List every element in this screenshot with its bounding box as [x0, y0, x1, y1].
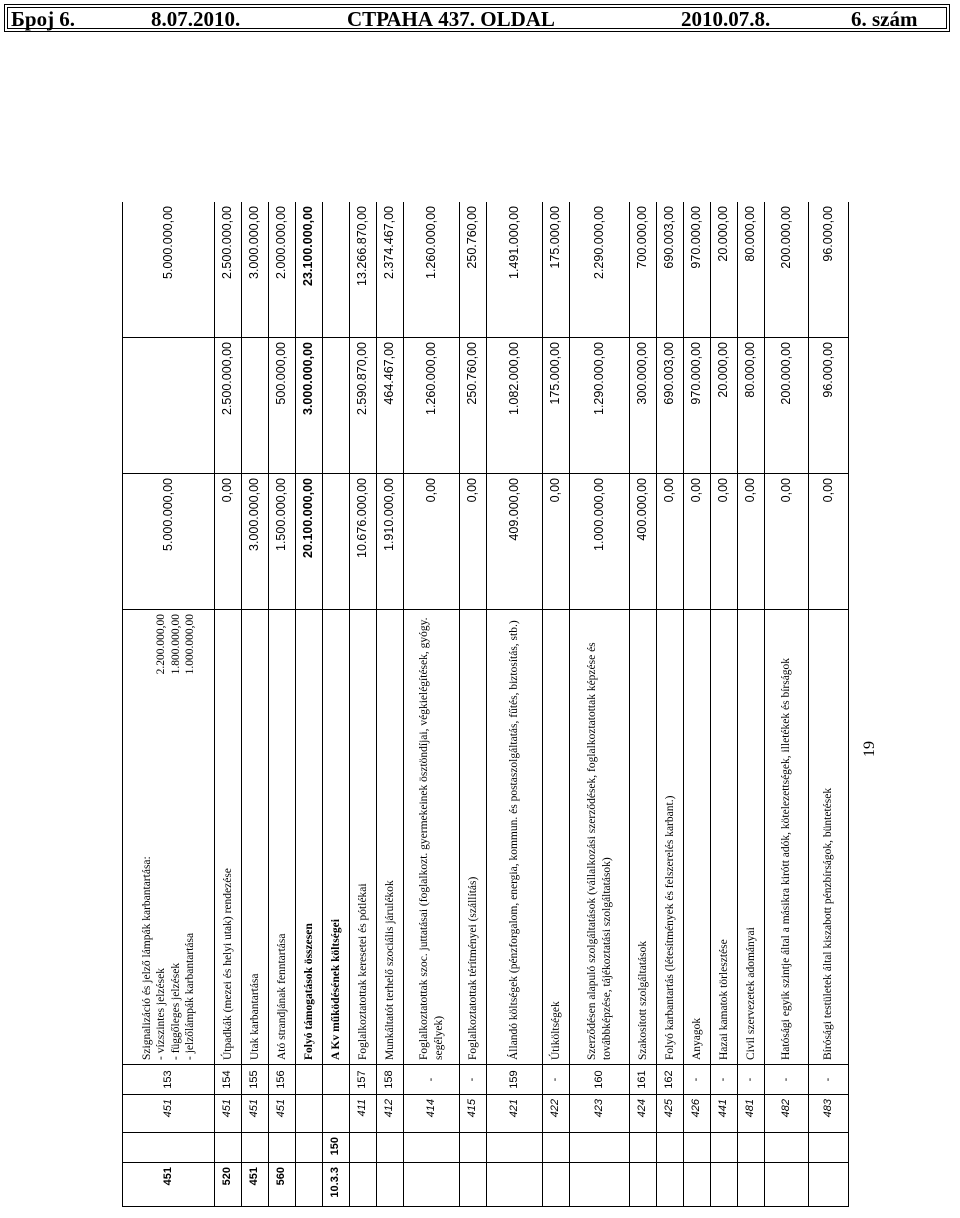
account-cell: 425 — [657, 1095, 684, 1133]
table-row — [123, 202, 215, 1207]
function-class-cell: 560 — [269, 1163, 296, 1207]
page-number — [861, 730, 892, 770]
value-source1-cell: 0,00 — [765, 474, 809, 610]
value-source2-cell — [123, 338, 215, 474]
table-row — [269, 202, 296, 1207]
value-source1-cell: 20.100.000,00 — [296, 474, 323, 610]
item-number-cell — [296, 1065, 323, 1095]
budget-table-rotated — [122, 202, 856, 1207]
table-row — [377, 202, 404, 1207]
value-total-cell: 700.000,00 — [630, 202, 657, 338]
item-number-cell: - — [460, 1065, 487, 1095]
function-class-cell — [684, 1163, 711, 1207]
account-cell: 422 — [543, 1095, 570, 1133]
value-source1-cell: 0,00 — [460, 474, 487, 610]
account-cell: 482 — [765, 1095, 809, 1133]
account-cell: 451 — [242, 1095, 269, 1133]
value-source1-cell: 400.000,00 — [630, 474, 657, 610]
value-source1-cell: 0,00 — [711, 474, 738, 610]
position-cell — [215, 1133, 242, 1163]
item-number-cell: - — [684, 1065, 711, 1095]
function-class-cell — [657, 1163, 684, 1207]
value-source2-cell: 175.000,00 — [543, 338, 570, 474]
item-number-cell: - — [809, 1065, 849, 1095]
description-heading: Szignalizáció és jelző lámpák karbantartása: — [140, 856, 153, 1060]
item-number-cell: 158 — [377, 1065, 404, 1095]
description-cell: A Kv működésének költségei — [323, 610, 350, 1065]
account-cell: 415 — [460, 1095, 487, 1133]
item-number-cell: 162 — [657, 1065, 684, 1095]
item-number-cell: 154 — [215, 1065, 242, 1095]
function-class-cell — [809, 1163, 849, 1207]
description-cell: Anyagok — [684, 610, 711, 1065]
value-source1-cell: 0,00 — [738, 474, 765, 610]
value-total-cell: 1.260.000,00 — [404, 202, 460, 338]
function-class-cell: 451 — [123, 1163, 215, 1207]
value-source2-cell: 250.760,00 — [460, 338, 487, 474]
item-number-cell: - — [765, 1065, 809, 1095]
value-source2-cell: 690.003,00 — [657, 338, 684, 474]
table-row — [657, 202, 684, 1207]
description-cell — [123, 610, 215, 1065]
function-class-cell — [460, 1163, 487, 1207]
value-source2-cell: 20.000,00 — [711, 338, 738, 474]
value-source2-cell: 200.000,00 — [765, 338, 809, 474]
value-source1-cell: 10.676.000,00 — [350, 474, 377, 610]
position-cell — [570, 1133, 630, 1163]
item-number-cell: 160 — [570, 1065, 630, 1095]
function-class-cell: 451 — [242, 1163, 269, 1207]
position-cell — [487, 1133, 543, 1163]
item-number-cell: 159 — [487, 1065, 543, 1095]
account-cell: 483 — [809, 1095, 849, 1133]
description-cell: Folyó karbantartás (létesítmények és felszerelés karbant.) — [657, 610, 684, 1065]
account-cell: 424 — [630, 1095, 657, 1133]
value-total-cell: 690.003,00 — [657, 202, 684, 338]
value-source2-cell — [242, 338, 269, 474]
table-row — [543, 202, 570, 1207]
value-source1-cell: 409.000,00 — [487, 474, 543, 610]
function-class-cell — [377, 1163, 404, 1207]
description-cell: Útiköltségek — [543, 610, 570, 1065]
position-cell — [296, 1133, 323, 1163]
item-number-cell — [323, 1065, 350, 1095]
account-cell: 441 — [711, 1095, 738, 1133]
sub-item — [169, 614, 183, 1060]
description-cell: Állandó költségek (pénzforgalom, energia, kommun. és postaszolgáltatás, fűtés, biztosítás, stb.) — [487, 610, 543, 1065]
value-total-cell: 250.760,00 — [460, 202, 487, 338]
table-row — [630, 202, 657, 1207]
account-cell: 451 — [215, 1095, 242, 1133]
value-total-cell: 23.100.000,00 — [296, 202, 323, 338]
function-class-cell — [487, 1163, 543, 1207]
budget-table — [122, 202, 849, 1207]
value-source1-cell: 0,00 — [809, 474, 849, 610]
description-cell: Folyó támogatások összesen — [296, 610, 323, 1065]
item-number-cell: - — [404, 1065, 460, 1095]
value-source1-cell: 0,00 — [657, 474, 684, 610]
page-label: СТРАНА 437. OLDAL — [347, 7, 555, 31]
function-class-cell: 10.3.3 — [323, 1163, 350, 1207]
value-source2-cell: 1.082.000,00 — [487, 338, 543, 474]
function-class-cell — [630, 1163, 657, 1207]
value-source1-cell: 3.000.000,00 — [242, 474, 269, 610]
value-source1-cell: 1.500.000,00 — [269, 474, 296, 610]
description-cell: Foglalkoztatottak keresetei és pótlékai — [350, 610, 377, 1065]
account-cell: 411 — [350, 1095, 377, 1133]
value-total-cell: 2.290.000,00 — [570, 202, 630, 338]
account-cell: 451 — [123, 1095, 215, 1133]
table-row — [487, 202, 543, 1207]
account-cell: 423 — [570, 1095, 630, 1133]
description-cell: Ató strandjának fenntartása — [269, 610, 296, 1065]
function-class-cell — [765, 1163, 809, 1207]
item-number-cell: 156 — [269, 1065, 296, 1095]
issue-number-hungarian: 6. szám — [851, 7, 918, 31]
value-total-cell: 5.000.000,00 — [123, 202, 215, 338]
sub-item-label: - függőleges jelzések — [169, 962, 182, 1060]
value-source1-cell: 0,00 — [215, 474, 242, 610]
table-row — [460, 202, 487, 1207]
position-cell — [630, 1133, 657, 1163]
sub-item-value: 2.200.000,00 — [155, 614, 168, 675]
value-source1-cell: 5.000.000,00 — [123, 474, 215, 610]
value-source1-cell: 1.000.000,00 — [570, 474, 630, 610]
description-cell: Utak karbantartása — [242, 610, 269, 1065]
sub-item — [183, 614, 197, 1060]
table-row — [296, 202, 323, 1207]
sub-item-value: 1.000.000,00 — [183, 614, 196, 675]
position-cell — [350, 1133, 377, 1163]
budget-table-body — [123, 202, 849, 1207]
value-total-cell: 2.000.000,00 — [269, 202, 296, 338]
value-total-cell: 970.000,00 — [684, 202, 711, 338]
value-total-cell: 13.266.870,00 — [350, 202, 377, 338]
description-cell: Bírósági testületek által kiszabott pénzbírságok, büntetések — [809, 610, 849, 1065]
item-number-cell: - — [543, 1065, 570, 1095]
description-cell: Hatósági egyik szintje által a másikra kirótt adók, kötelezettségek, illetékek és bírságok — [765, 610, 809, 1065]
function-class-cell — [738, 1163, 765, 1207]
page-number-text: 19 — [861, 741, 878, 757]
value-source2-cell: 80.000,00 — [738, 338, 765, 474]
value-source2-cell: 96.000,00 — [809, 338, 849, 474]
value-total-cell: 2.374.467,00 — [377, 202, 404, 338]
description-cell: Szerződésen alapuló szolgáltatások (vállalkozási szerződések, foglalkoztatottak képzése és továbbképzése, tájékoztatási szolgáltatások) — [570, 610, 630, 1065]
table-row — [809, 202, 849, 1207]
value-source2-cell: 2.500.000,00 — [215, 338, 242, 474]
value-source1-cell — [323, 474, 350, 610]
date-serbian: 8.07.2010. — [151, 7, 241, 31]
page-header — [4, 4, 950, 32]
value-total-cell: 80.000,00 — [738, 202, 765, 338]
sub-item-value: 1.800.000,00 — [169, 614, 182, 675]
item-number-cell: 153 — [123, 1065, 215, 1095]
position-cell — [269, 1133, 296, 1163]
value-source1-cell: 0,00 — [684, 474, 711, 610]
account-cell — [323, 1095, 350, 1133]
value-source2-cell: 300.000,00 — [630, 338, 657, 474]
position-cell — [377, 1133, 404, 1163]
description-cell: Szakosított szolgáltatások — [630, 610, 657, 1065]
function-class-cell — [711, 1163, 738, 1207]
value-total-cell: 3.000.000,00 — [242, 202, 269, 338]
value-source2-cell: 3.000.000,00 — [296, 338, 323, 474]
value-source2-cell: 1.290.000,00 — [570, 338, 630, 474]
account-cell: 426 — [684, 1095, 711, 1133]
item-number-cell: 155 — [242, 1065, 269, 1095]
budget-table-frame — [122, 202, 856, 1207]
position-cell: 150 — [323, 1133, 350, 1163]
item-number-cell: - — [711, 1065, 738, 1095]
account-cell: 481 — [738, 1095, 765, 1133]
position-cell — [711, 1133, 738, 1163]
value-total-cell: 2.500.000,00 — [215, 202, 242, 338]
account-cell: 412 — [377, 1095, 404, 1133]
description-cell: Útpadkák (mezei és helyi utak) rendezése — [215, 610, 242, 1065]
value-source1-cell: 0,00 — [543, 474, 570, 610]
function-class-cell — [404, 1163, 460, 1207]
value-total-cell: 200.000,00 — [765, 202, 809, 338]
table-row — [215, 202, 242, 1207]
description-cell: Hazai kamatok törlesztése — [711, 610, 738, 1065]
value-source2-cell: 464.467,00 — [377, 338, 404, 474]
account-cell: 421 — [487, 1095, 543, 1133]
sub-item-label: - vízszintes jelzések — [155, 968, 168, 1060]
value-source2-cell: 2.590.870,00 — [350, 338, 377, 474]
issue-number-serbian: Број 6. — [11, 7, 76, 31]
position-cell — [404, 1133, 460, 1163]
table-row — [350, 202, 377, 1207]
value-total-cell: 175.000,00 — [543, 202, 570, 338]
account-cell — [296, 1095, 323, 1133]
description-cell: Foglalkoztatottak térítményei (szállítás) — [460, 610, 487, 1065]
date-hungarian: 2010.07.8. — [681, 7, 771, 31]
position-cell — [738, 1133, 765, 1163]
description-cell: Munkáltatót terhelő szociális járulékok — [377, 610, 404, 1065]
function-class-cell: 520 — [215, 1163, 242, 1207]
description-cell: Foglalkoztatottak szoc. juttatásai (foglalkozt. gyermekeinek ösztöndíjai, végkielégítések, gyógy. segélyek) — [404, 610, 460, 1065]
description-cell: Civil szervezetek adományai — [738, 610, 765, 1065]
value-source2-cell: 1.260.000,00 — [404, 338, 460, 474]
function-class-cell — [350, 1163, 377, 1207]
item-number-cell: - — [738, 1065, 765, 1095]
table-row — [684, 202, 711, 1207]
table-row — [323, 202, 350, 1207]
value-source2-cell: 500.000,00 — [269, 338, 296, 474]
position-cell — [809, 1133, 849, 1163]
position-cell — [765, 1133, 809, 1163]
value-total-cell: 96.000,00 — [809, 202, 849, 338]
table-row — [738, 202, 765, 1207]
account-cell: 451 — [269, 1095, 296, 1133]
account-cell: 414 — [404, 1095, 460, 1133]
function-class-cell — [543, 1163, 570, 1207]
position-cell — [684, 1133, 711, 1163]
value-source2-cell: 970.000,00 — [684, 338, 711, 474]
value-source1-cell: 1.910.000,00 — [377, 474, 404, 610]
value-total-cell: 20.000,00 — [711, 202, 738, 338]
item-number-cell: 157 — [350, 1065, 377, 1095]
sub-item-label: - jelzőlámpák karbantartása — [183, 932, 196, 1060]
position-cell — [657, 1133, 684, 1163]
sub-item — [154, 614, 168, 1060]
table-row — [570, 202, 630, 1207]
item-number-cell: 161 — [630, 1065, 657, 1095]
function-class-cell — [570, 1163, 630, 1207]
value-source2-cell — [323, 338, 350, 474]
position-cell — [242, 1133, 269, 1163]
function-class-cell — [296, 1163, 323, 1207]
position-cell — [460, 1133, 487, 1163]
table-row — [765, 202, 809, 1207]
value-total-cell — [323, 202, 350, 338]
value-total-cell: 1.491.000,00 — [487, 202, 543, 338]
position-cell — [123, 1133, 215, 1163]
table-row — [711, 202, 738, 1207]
position-cell — [543, 1133, 570, 1163]
value-source1-cell: 0,00 — [404, 474, 460, 610]
table-row — [242, 202, 269, 1207]
table-row — [404, 202, 460, 1207]
